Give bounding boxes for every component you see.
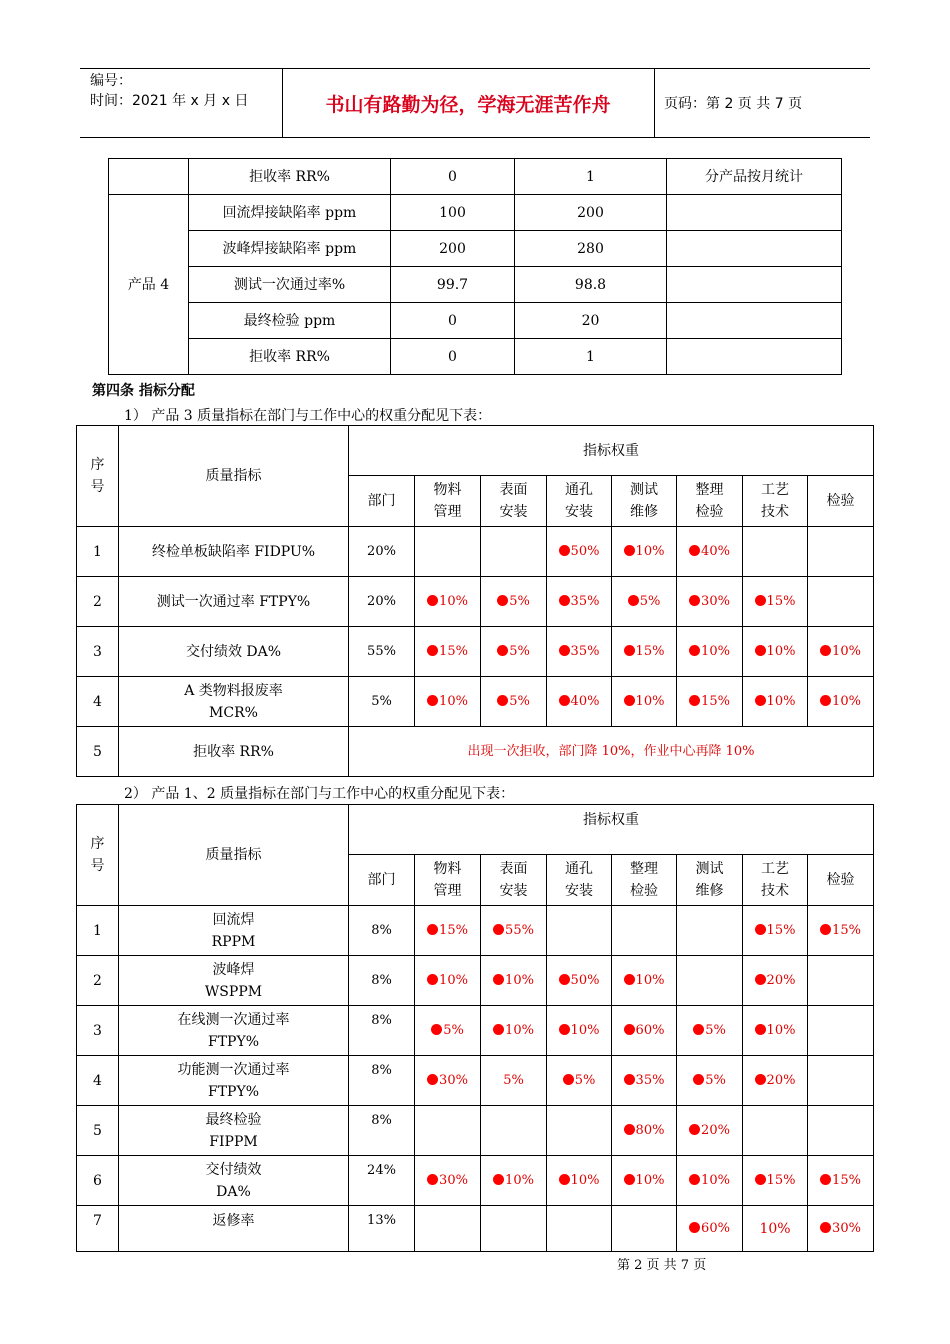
- weight-cell: 10%: [481, 1006, 547, 1056]
- dept-cell: 8%: [349, 1056, 415, 1106]
- value-cell: 200: [515, 195, 667, 231]
- header-weight: 指标权重: [349, 426, 874, 476]
- weight-cell: [677, 956, 743, 1006]
- weight-cell: 55%: [481, 906, 547, 956]
- red-dot-icon: [624, 1174, 635, 1185]
- column-header: 表面 安装: [481, 476, 547, 527]
- product-label: 产品 4: [109, 195, 189, 375]
- value-cell: 1: [515, 339, 667, 375]
- metric-cell: 回流焊 RPPM: [119, 906, 349, 956]
- red-dot-icon: [689, 645, 700, 656]
- weight-cell: 80%: [612, 1106, 677, 1156]
- red-dot-icon: [497, 695, 508, 706]
- table-row: [77, 577, 874, 627]
- red-dot-icon: [427, 695, 438, 706]
- page-footer: 第 2 页 共 7 页: [617, 1258, 707, 1273]
- header-seq: 序 号: [77, 805, 119, 906]
- weight-cell: 10%: [743, 1006, 808, 1056]
- weight-cell: 10%: [481, 1156, 547, 1206]
- header-metric: 质量指标: [119, 805, 349, 906]
- red-dot-icon: [427, 595, 438, 606]
- weight-cell: 20%: [743, 1056, 808, 1106]
- table-row: [77, 677, 874, 727]
- column-header: 整理 检验: [612, 855, 677, 906]
- dept-cell: 8%: [349, 906, 415, 956]
- table-row: [77, 1106, 874, 1156]
- value-cell: 1: [515, 159, 667, 195]
- weight-cell: 50%: [547, 527, 612, 577]
- metric-cell: 测试一次通过率 FTPY%: [119, 577, 349, 627]
- weight-cell: 15%: [415, 627, 481, 677]
- weight-cell: 10%: [743, 677, 808, 727]
- weight-cell: [547, 906, 612, 956]
- row-number: 5: [77, 1106, 119, 1156]
- column-header: 表面 安装: [481, 855, 547, 906]
- red-dot-icon: [431, 1024, 442, 1035]
- weight-cell: 5%: [547, 1056, 612, 1106]
- weight-cell: 30%: [808, 1206, 874, 1252]
- weight-table-product3: [76, 425, 874, 777]
- weight-cell: 10%: [612, 527, 677, 577]
- weight-cell: [808, 1106, 874, 1156]
- weight-cell: [677, 906, 743, 956]
- weight-cell: [481, 1206, 547, 1252]
- row-number: 7: [77, 1206, 119, 1252]
- value-cell: 98.8: [515, 267, 667, 303]
- metric-cell: 返修率: [119, 1206, 349, 1252]
- weight-cell: 35%: [547, 627, 612, 677]
- red-dot-icon: [820, 1174, 831, 1185]
- weight-cell: 10%: [547, 1006, 612, 1056]
- weight-cell: 35%: [612, 1056, 677, 1106]
- weight-cell: 10%: [612, 956, 677, 1006]
- red-dot-icon: [689, 1222, 700, 1233]
- weight-cell: [808, 956, 874, 1006]
- row-number: 3: [77, 627, 119, 677]
- weight-cell: 5%: [677, 1006, 743, 1056]
- metric-cell: 最终检验 FIPPM: [119, 1106, 349, 1156]
- column-header: 测试 维修: [677, 855, 743, 906]
- dept-cell: 13%: [349, 1206, 415, 1252]
- metric-cell: 波峰焊接缺陷率 ppm: [189, 231, 391, 267]
- row-number: 5: [77, 727, 119, 777]
- column-header: 通孔 安装: [547, 476, 612, 527]
- header-meta: [90, 71, 248, 111]
- red-dot-icon: [493, 974, 504, 985]
- column-header: 物料 管理: [415, 476, 481, 527]
- table-row: [77, 1156, 874, 1206]
- weight-cell: 15%: [743, 906, 808, 956]
- header-seq: 序 号: [77, 426, 119, 527]
- dept-cell: 8%: [349, 956, 415, 1006]
- metric-cell: 终检单板缺陷率 FIDPU%: [119, 527, 349, 577]
- weight-cell: 10%: [415, 577, 481, 627]
- table-row: [77, 1206, 874, 1252]
- number-label: 编号：: [90, 73, 132, 89]
- column-header: 检验: [808, 855, 874, 906]
- red-dot-icon: [820, 695, 831, 706]
- note-cell: [667, 267, 842, 303]
- column-header: 整理 检验: [677, 476, 743, 527]
- weight-cell: 30%: [677, 577, 743, 627]
- red-dot-icon: [559, 595, 570, 606]
- metric-cell: 回流焊接缺陷率 ppm: [189, 195, 391, 231]
- red-dot-icon: [689, 1124, 700, 1135]
- weight-cell: [743, 1106, 808, 1156]
- dept-cell: 5%: [349, 677, 415, 727]
- dept-cell: 20%: [349, 577, 415, 627]
- row-number: 1: [77, 527, 119, 577]
- red-dot-icon: [693, 1024, 704, 1035]
- red-dot-icon: [493, 1024, 504, 1035]
- red-dot-icon: [755, 1074, 766, 1085]
- column-header: 通孔 安装: [547, 855, 612, 906]
- metric-cell: 测试一次通过率%: [189, 267, 391, 303]
- weight-cell: 10%: [547, 1156, 612, 1206]
- value-cell: 0: [391, 159, 515, 195]
- table-row: [77, 527, 874, 577]
- red-dot-icon: [563, 1074, 574, 1085]
- section-intro-1: 1） 产品 3 质量指标在部门与工作中心的权重分配见下表：: [124, 408, 492, 424]
- weight-cell: 15%: [808, 1156, 874, 1206]
- red-dot-icon: [559, 645, 570, 656]
- weight-cell: 5%: [481, 677, 547, 727]
- table-row: [77, 906, 874, 956]
- column-header: 物料 管理: [415, 855, 481, 906]
- table-row: [77, 1056, 874, 1106]
- red-dot-icon: [624, 645, 635, 656]
- note-cell: [667, 339, 842, 375]
- weight-cell: 10%: [677, 1156, 743, 1206]
- weight-cell: [481, 1106, 547, 1156]
- weight-cell: [547, 1106, 612, 1156]
- red-dot-icon: [559, 1024, 570, 1035]
- header-motto: 书山有路勤为径，学海无涯苦作舟: [325, 93, 611, 116]
- weight-cell: 30%: [415, 1056, 481, 1106]
- weight-cell: 10%: [808, 677, 874, 727]
- weight-cell: [808, 1006, 874, 1056]
- weight-cell: [808, 1056, 874, 1106]
- time-label: 时间：2021 年 x 月 x 日: [90, 93, 249, 109]
- column-header: 工艺 技术: [743, 476, 808, 527]
- red-dot-icon: [559, 545, 570, 556]
- column-header: 检验: [808, 476, 874, 527]
- table-row: [77, 1006, 874, 1056]
- weight-cell: 30%: [415, 1156, 481, 1206]
- red-dot-icon: [628, 595, 639, 606]
- red-dot-icon: [755, 974, 766, 985]
- weight-cell: 50%: [547, 956, 612, 1006]
- row-number: 3: [77, 1006, 119, 1056]
- red-dot-icon: [755, 1174, 766, 1185]
- row-number: 2: [77, 956, 119, 1006]
- note-cell: [667, 195, 842, 231]
- red-dot-icon: [559, 695, 570, 706]
- weight-cell: 10%: [677, 627, 743, 677]
- red-dot-icon: [624, 1124, 635, 1135]
- header-weight: 指标权重: [349, 805, 874, 855]
- metric-cell: 在线测一次通过率 FTPY%: [119, 1006, 349, 1056]
- column-header: 部门: [349, 855, 415, 906]
- weight-cell: 10%: [743, 627, 808, 677]
- product4-table: [108, 158, 842, 375]
- value-cell: 20: [515, 303, 667, 339]
- weight-cell: 35%: [547, 577, 612, 627]
- red-dot-icon: [624, 974, 635, 985]
- red-dot-icon: [493, 924, 504, 935]
- table-row: [77, 956, 874, 1006]
- weight-cell: [547, 1206, 612, 1252]
- section-intro-2: 2） 产品 1、2 质量指标在部门与工作中心的权重分配见下表：: [124, 786, 515, 802]
- red-dot-icon: [497, 645, 508, 656]
- value-cell: 0: [391, 303, 515, 339]
- header-page-label: 页码：第 2 页 共 7 页: [664, 96, 803, 112]
- red-dot-icon: [689, 1174, 700, 1185]
- red-dot-icon: [755, 1024, 766, 1035]
- weight-cell: 40%: [547, 677, 612, 727]
- metric-cell: 最终检验 ppm: [189, 303, 391, 339]
- weight-cell: 5%: [677, 1056, 743, 1106]
- header-metric: 质量指标: [119, 426, 349, 527]
- weight-cell: 60%: [677, 1206, 743, 1252]
- red-dot-icon: [427, 645, 438, 656]
- table-row: [77, 727, 874, 777]
- row-number: 6: [77, 1156, 119, 1206]
- weight-cell: [481, 527, 547, 577]
- weight-cell: 10%: [415, 677, 481, 727]
- section-title: 第四条 指标分配: [92, 383, 195, 399]
- value-cell: 280: [515, 231, 667, 267]
- weight-cell: 5%: [481, 627, 547, 677]
- metric-cell: 拒收率 RR%: [189, 159, 391, 195]
- weight-cell: 15%: [808, 906, 874, 956]
- red-dot-icon: [427, 924, 438, 935]
- red-dot-icon: [755, 695, 766, 706]
- column-header: 测试 维修: [612, 476, 677, 527]
- row-number: 4: [77, 1056, 119, 1106]
- weight-cell: [612, 1206, 677, 1252]
- metric-cell: 交付绩效 DA%: [119, 627, 349, 677]
- weight-cell: [612, 906, 677, 956]
- note-cell: [667, 231, 842, 267]
- red-dot-icon: [624, 1024, 635, 1035]
- row-number: 2: [77, 577, 119, 627]
- value-cell: 200: [391, 231, 515, 267]
- weight-cell: 10%: [415, 956, 481, 1006]
- weight-table-product12: [76, 804, 874, 1252]
- metric-cell: 拒收率 RR%: [189, 339, 391, 375]
- red-dot-icon: [689, 545, 700, 556]
- weight-cell: 5%: [481, 1056, 547, 1106]
- red-dot-icon: [755, 595, 766, 606]
- weight-cell: 15%: [743, 1156, 808, 1206]
- red-dot-icon: [427, 974, 438, 985]
- weight-cell: 10%: [808, 627, 874, 677]
- table-row: [77, 627, 874, 677]
- weight-cell: 15%: [415, 906, 481, 956]
- red-dot-icon: [559, 974, 570, 985]
- red-dot-icon: [624, 695, 635, 706]
- red-dot-icon: [689, 695, 700, 706]
- page-header: [80, 68, 870, 138]
- column-header: 部门: [349, 476, 415, 527]
- value-cell: 0: [391, 339, 515, 375]
- red-dot-icon: [755, 924, 766, 935]
- row-number: 4: [77, 677, 119, 727]
- weight-cell: 5%: [481, 577, 547, 627]
- dept-cell: 20%: [349, 527, 415, 577]
- weight-cell: [808, 527, 874, 577]
- note-cell: 分产品按月统计: [667, 159, 842, 195]
- weight-cell: 15%: [743, 577, 808, 627]
- red-dot-icon: [427, 1174, 438, 1185]
- red-dot-icon: [624, 545, 635, 556]
- dept-cell: 8%: [349, 1106, 415, 1156]
- weight-cell: 60%: [612, 1006, 677, 1056]
- weight-cell: 5%: [612, 577, 677, 627]
- red-dot-icon: [820, 645, 831, 656]
- column-header: 工艺 技术: [743, 855, 808, 906]
- red-dot-icon: [427, 1074, 438, 1085]
- weight-cell: 5%: [415, 1006, 481, 1056]
- empty-cell: [109, 159, 189, 195]
- weight-cell: [743, 527, 808, 577]
- weight-cell: [415, 527, 481, 577]
- red-dot-icon: [689, 595, 700, 606]
- metric-cell: 波峰焊 WSPPM: [119, 956, 349, 1006]
- dept-cell: 55%: [349, 627, 415, 677]
- red-dot-icon: [624, 1074, 635, 1085]
- value-cell: 100: [391, 195, 515, 231]
- metric-cell: 拒收率 RR%: [119, 727, 349, 777]
- red-dot-icon: [493, 1174, 504, 1185]
- weight-cell: 15%: [677, 677, 743, 727]
- rejection-note: 出现一次拒收，部门降 10%，作业中心再降 10%: [349, 727, 874, 777]
- weight-cell: [808, 577, 874, 627]
- red-dot-icon: [693, 1074, 704, 1085]
- weight-cell: [415, 1106, 481, 1156]
- row-number: 1: [77, 906, 119, 956]
- weight-cell: 10%: [612, 1156, 677, 1206]
- metric-cell: 功能测一次通过率 FTPY%: [119, 1056, 349, 1106]
- weight-cell: 10%: [612, 677, 677, 727]
- red-dot-icon: [755, 645, 766, 656]
- red-dot-icon: [497, 595, 508, 606]
- red-dot-icon: [559, 1174, 570, 1185]
- value-cell: 99.7: [391, 267, 515, 303]
- weight-cell: 15%: [612, 627, 677, 677]
- red-dot-icon: [820, 1222, 831, 1233]
- weight-cell: 20%: [677, 1106, 743, 1156]
- weight-cell: 40%: [677, 527, 743, 577]
- metric-cell: 交付绩效 DA%: [119, 1156, 349, 1206]
- metric-cell: A 类物料报废率 MCR%: [119, 677, 349, 727]
- weight-cell: 10%: [481, 956, 547, 1006]
- dept-cell: 24%: [349, 1156, 415, 1206]
- weight-cell: 20%: [743, 956, 808, 1006]
- dept-cell: 8%: [349, 1006, 415, 1056]
- note-cell: [667, 303, 842, 339]
- weight-cell: [415, 1206, 481, 1252]
- weight-cell: 10%: [743, 1206, 808, 1252]
- red-dot-icon: [820, 924, 831, 935]
